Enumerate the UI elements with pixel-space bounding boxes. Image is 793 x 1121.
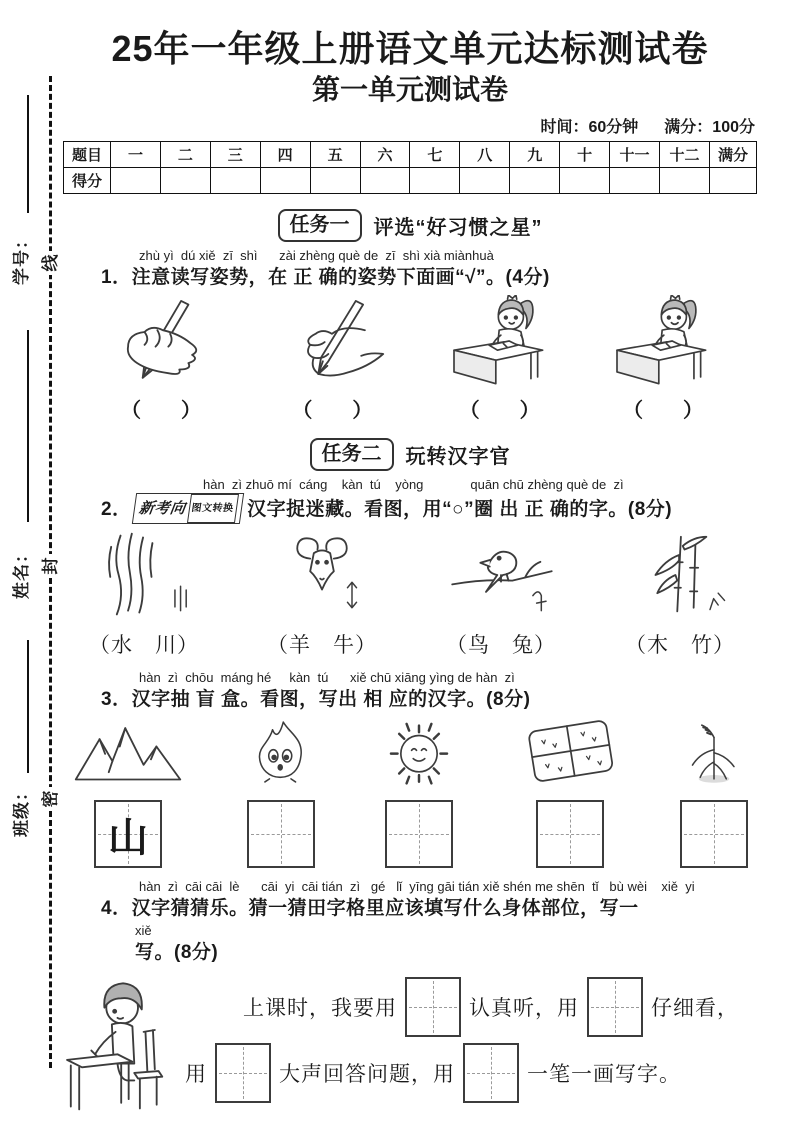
score-table-cell: 六 [360,142,410,168]
name-blank-line[interactable] [27,330,29,522]
score-table-cell: 八 [460,142,510,168]
score-table-cell: 三 [210,142,260,168]
mountains-icon [67,719,189,785]
q4-sentence-line-2: 用 大声回答问题，用 一笔一画写字。 [185,1040,757,1106]
q1-answer-bracket[interactable]: （ ） [121,398,201,422]
student-id-label: 学号： [12,231,31,285]
q3-figure-row [63,713,757,868]
score-table-cell: 题目 [64,142,111,168]
class-label: 班级： [12,783,31,837]
score-table-header-row [64,142,757,168]
score-table-cell: 十 [560,142,610,168]
picture-text-conversion-label: 图文转换 [186,494,238,523]
bird-on-branch-icon [441,530,561,620]
ram-head-icon [272,530,372,620]
q2-figure-bird [441,530,561,659]
water-streams-icon [85,530,203,620]
score-cell-empty[interactable] [111,168,161,194]
sample-answer-shan: 山 [108,813,148,861]
task1-header [63,209,757,242]
score-table-cell: 十二 [659,142,709,168]
score-table-cell: 九 [510,142,560,168]
score-row-label: 得分 [64,168,111,194]
task2-header [63,438,757,471]
q1-figure-2 [268,299,396,423]
q4-text-line1: 4．汉字猜猜乐。猜一猜田字格里应该填写什么身体部位，写一 [101,898,639,919]
q1-text: 1．注意读写姿势，在 正 确的姿势下面画“√”。(4分) [101,267,550,288]
score-table-cell: 十一 [610,142,660,168]
score-table-score-row [64,168,757,194]
q4-answer-box-3[interactable] [215,1043,271,1103]
q3-figure-mountain [67,719,189,868]
seal-char-mi: 密 [39,787,63,811]
score-table-cell: 满分 [710,142,757,168]
score-table-cell: 五 [310,142,360,168]
q1-answer-bracket[interactable]: （ ） [459,398,540,422]
score-cell-empty[interactable] [710,168,757,194]
task2-badge: 任务二 [310,438,394,471]
score-cell-empty[interactable] [410,168,460,194]
q4-text-line2: 写。(8分) [135,942,219,963]
score-cell-empty[interactable] [560,168,610,194]
score-cell-empty[interactable] [360,168,410,194]
score-cell-empty[interactable] [460,168,510,194]
q2-option[interactable]: （羊 牛） [267,633,377,657]
q3-answer-grid-2[interactable] [247,800,315,868]
q2-figure-water [85,530,203,659]
q4-pinyin-line2: xiě [135,923,152,938]
score-table [63,141,757,194]
new-topic-badge [131,493,243,524]
q2-option[interactable]: （鸟 兔） [446,633,556,657]
score-table-cell: 一 [111,142,161,168]
q4-answer-box-1[interactable] [405,977,461,1037]
score-cell-empty[interactable] [210,168,260,194]
pencil-grip-a-icon [97,299,225,387]
q2-number: 2． [101,499,132,520]
score-cell-empty[interactable] [310,168,360,194]
q1-figure-row [63,291,757,423]
q4-answer-box-2[interactable] [587,977,643,1037]
q3-figure-fire [238,719,324,868]
q1-answer-bracket[interactable]: （ ） [292,398,373,422]
q3-figure-field [514,719,626,868]
q2-figure-ram [267,530,377,659]
q1-figure-3 [440,295,560,423]
pencil-grip-b-icon [268,299,396,387]
q2-option[interactable]: （水 川） [89,633,199,657]
seal-char-feng: 封 [39,554,63,578]
paddy-field-icon [514,719,626,785]
full-score: 满分：100分 [664,119,755,136]
q3-text: 3．汉字抽 盲 盒。看图，写出 相 应的汉字。(8分) [101,689,531,710]
q2-figure-row [63,524,757,659]
q2-text: 2． 新考向 图文转换 汉字捉迷藏。看图，用“○”圈 出 正 确的字。(8分) [101,493,757,524]
q3-answer-grid-1[interactable] [94,800,162,868]
score-table-cell: 七 [410,142,460,168]
task2-title: 玩转汉字官 [405,446,511,468]
score-cell-empty[interactable] [160,168,210,194]
task1-title: 评选“好习惯之星” [373,217,543,239]
page-title: 25年一年级上册语文单元达标测试卷 [111,28,709,69]
score-cell-empty[interactable] [610,168,660,194]
girl-writing-at-desk-icon [603,295,723,387]
rice-seedling-icon [675,719,753,785]
q3-figure-rice [675,719,753,868]
q4-sentence-block [63,974,757,1114]
score-cell-empty[interactable] [260,168,310,194]
student-id-blank-line[interactable] [27,95,29,213]
score-cell-empty[interactable] [510,168,560,194]
q3-pinyin: hàn zì chōu máng hé kàn tú xiě chū xiāng yìng de hàn zì [139,670,515,685]
q4-answer-box-4[interactable] [463,1043,519,1103]
q3-answer-grid-5[interactable] [680,800,748,868]
name-label: 姓名： [12,545,31,599]
q3-figure-sun [373,719,465,868]
q4-pinyin-line1: hàn zì cāi cāi lè cāi yi cāi tián zì gé lǐ yīng gāi tián xiě shén me shēn tǐ bù wèi xiě yi [139,879,695,894]
task1-badge: 任务一 [278,209,362,242]
q1-figure-4 [603,295,723,423]
q4-fill-sentences [185,974,757,1114]
bamboo-icon [630,530,730,620]
seal-char-xian: 线 [39,251,63,275]
new-topic-label: 新考向 [137,500,187,517]
q4-sentence-line-1: 上课时，我要用 认真听，用 仔细看， [185,974,757,1040]
q1-answer-bracket[interactable]: （ ） [622,398,703,422]
score-table-cell: 二 [160,142,210,168]
score-table-cell: 四 [260,142,310,168]
time-limit: 时间：60分钟 [540,119,639,136]
q2-figure-bamboo [625,530,735,659]
q3-answer-grid-4[interactable] [536,800,604,868]
smiling-sun-icon [373,719,465,785]
girl-writing-at-desk-icon [440,295,560,387]
q1-pinyin: zhù yì dú xiě zī shì zài zhèng què de zī shì xià miànhuà [139,248,494,263]
class-blank-line[interactable] [27,640,29,773]
score-cell-empty[interactable] [659,168,709,194]
page-subtitle: 第一单元测试卷 [311,74,508,105]
q1-figure-1 [97,299,225,423]
q2-pinyin: hàn zì zhuō mí cáng kàn tú yòng quān chū zhèng què de zì [203,477,624,492]
flame-character-icon [238,719,324,785]
q3-answer-grid-3[interactable] [385,800,453,868]
boy-writing-at-desk-icon [63,974,185,1114]
q2-option[interactable]: （木 竹） [625,633,735,657]
